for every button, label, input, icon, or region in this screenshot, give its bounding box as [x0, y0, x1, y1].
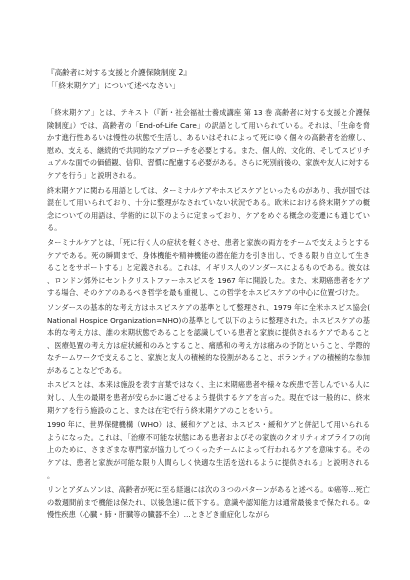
paragraph-terminology: 終末期ケアに関わる用語としては、ターミナルケアやホスピスケアといったものがあり、我が国では混在して用いられており、十分に整理がなされていない状況である。欧米における終末期ケアの概念についての用語は、学術的に以下のように定まっており、ケアをめぐる概念の変遷にも通じている。	[47, 185, 370, 233]
paragraph-terminal-care: ターミナルケアとは、「死に行く人の症状を軽くさせ、患者と家族の両方をチームで支えようとするケアである。死の瞬間まで、身体機能や精神機能の潜在能力を引き出し、できる限り自立して生きることをサポートする」と定義される。これは、イギリス人のソンダースによるものである。彼女は、ロンドン郊外にセントクリストファーホスピスを 1967 年に開設した。また、末期癌患者をケアする場合、そのケアのあるべき哲学を最も重視し、この哲学をホスピスケアの中心に位置づけた。	[47, 237, 370, 298]
course-title: 『高齢者に対する支援と介護保険制度 2』	[47, 68, 191, 77]
paragraph-hospice-standards: ソンダースの基本的な考え方はホスピスケアの基準として整理され、1979 年に全米ホスピス協会(National Hospice Organization=NHO)の基準として以下のように整理された。ホスピスケアの基本的な考え方は、誰の末期状態であることを認識している患者と家族に提供されるケアであること、医療処置の考え方は症状緩和のみとすること、痛感和の考え方は痛みの予防ということ、学際的なチームワークで支えること、家族と友人の積極的な役割があること、ボランティアの積極的な参加があることなどである。	[47, 302, 370, 375]
paragraph-hospice-definition: ホスピスとは、本来は施設を表す言葉ではなく、主に末期癌患者や様々な疾患で苦しんでいる人に対し、人生の最期を患者が安らかに過ごせるよう提供するケアを言った。現在では一般的に、終末期ケアを行う施設のこと、または在宅で行う終末期ケアのことをいう。	[47, 380, 370, 415]
assignment-title: 「「終末期ケア」について述べなさい」	[47, 81, 180, 90]
paragraph-palliative-care: 1990 年に、世界保健機構（WHO）は、緩和ケアとは、ホスピス・緩和ケアと併記して用いられるようになった。これは、「治療不可能な状態にある患者およびその家族のクオリティオブライフの向上のために、さまざまな専門家が協力してつくったチームによって行われるケアを意味する。そのケアは、患者と家族が可能な限り人間らしく快適な生活を送れるように提供される」と説明される。	[47, 420, 370, 480]
paragraph-trajectories: リンとアダムソンは、高齢者が死に至る経過には次の３つのパターンがあると述べる。①癌等…死亡の数週間前まで機能は保たれ、以後急速に低下する。意識や認知能力は通常最後まで保たれる。②慢性疾患（心臓・肺・肝臓等の臓器不全）…ときどき重症化しながら	[47, 485, 370, 520]
paragraph-definition: 「終末期ケア」とは、テキスト（『新・社会福祉士養成講座 第 13 巻 高齢者に対する支援と介護保険制度』）では、高齢者の「End-of-Life Care」の訳語として用いられている。それは、「生命を脅かす進行性あるいは慢性の状態で生活し、あるいはそれによって死にゆく個々の高齢者を治療し、慰め、支える、継続的で共同的なアプローチを必要とする。また、個人的、文化的、そしてスピリチュアルな面での価値観、信仰、習慣に配慮する必要がある。さらに死別前後の、家族や友人に対するケアを行う」と説明される。	[47, 108, 371, 180]
spacer	[47, 92, 370, 107]
